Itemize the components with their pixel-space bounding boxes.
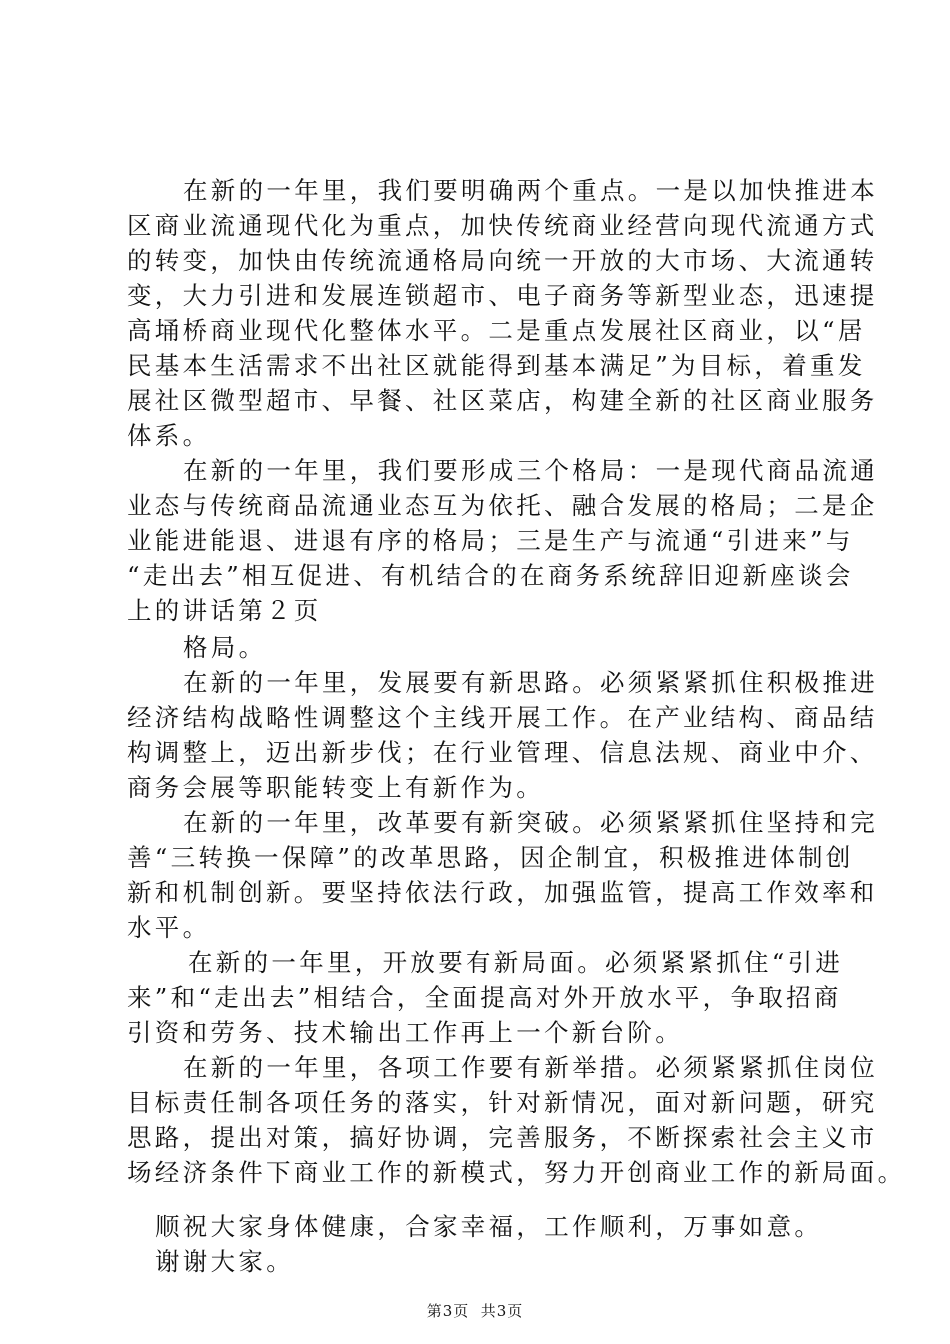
text-line: 善“三转换一保障”的改革思路，因企制宜，积极推进体制创	[127, 843, 854, 872]
closing-line: 顺祝大家身体健康，合家幸福，工作顺利，万事如意。	[155, 1212, 823, 1241]
text-line: 业态与传统商品流通业态互为依托、融合发展的格局；二是企	[127, 491, 878, 520]
text-line: 在新的一年里，各项工作要有新举措。必须紧紧抓住岗位	[183, 1053, 878, 1082]
text-line: 区商业流通现代化为重点，加快传统商业经营向现代流通方式	[127, 211, 878, 240]
text-line: 引资和劳务、技术输出工作再上一个新台阶。	[127, 1018, 683, 1047]
text-line: 思路，提出对策，搞好协调，完善服务，不断探索社会主义市	[127, 1123, 878, 1152]
text-line: 在新的一年里，改革要有新突破。必须紧紧抓住坚持和完	[183, 808, 878, 837]
text-line: 高埇桥商业现代化整体水平。二是重点发展社区商业，以“居	[127, 316, 866, 345]
text-line: 场经济条件下商业工作的新模式，努力开创商业工作的新局面。	[127, 1158, 906, 1187]
text-line: 在新的一年里，我们要形成三个格局：一是现代商品流通	[183, 456, 878, 485]
text-line: 上的讲话第２页	[127, 596, 322, 625]
text-line: 来”和“走出去”相结合，全面提高对外开放水平，争取招商	[127, 983, 842, 1012]
text-line: 的转变，加快由传统流通格局向统一开放的大市场、大流通转	[127, 246, 878, 275]
text-line: 构调整上，迈出新步伐；在行业管理、信息法规、商业中介、	[127, 738, 878, 767]
text-line: 水平。	[127, 913, 211, 942]
text-line: 新和机制创新。要坚持依法行政，加强监管，提高工作效率和	[127, 878, 878, 907]
text-line: 在新的一年里，我们要明确两个重点。一是以加快推进本	[183, 176, 878, 205]
text-line: 目标责任制各项任务的落实，针对新情况，面对新问题，研究	[127, 1088, 878, 1117]
text-line: 业能进能退、进退有序的格局；三是生产与流通“引进来”与	[127, 526, 854, 555]
text-line: 经济结构战略性调整这个主线开展工作。在产业结构、商品结	[127, 703, 878, 732]
text-line: 民基本生活需求不出社区就能得到基本满足”为目标，着重发	[127, 351, 866, 380]
text-line: 在新的一年里，发展要有新思路。必须紧紧抓住积极推进	[183, 668, 878, 697]
text-line: 展社区微型超市、早餐、社区菜店，构建全新的社区商业服务	[127, 386, 878, 415]
text-line: 变，大力引进和发展连锁超市、电子商务等新型业态，迅速提	[127, 281, 878, 310]
text-line: “走出去”相互促进、有机结合的在商务系统辞旧迎新座谈会	[127, 561, 854, 590]
text-line: 商务会展等职能转变上有新作为。	[127, 773, 544, 802]
page-footer: 第3页 共3页	[426, 1302, 524, 1320]
text-line: 体系。	[127, 421, 211, 450]
text-line: 格局。	[183, 633, 267, 662]
text-line: 在新的一年里，开放要有新局面。必须紧紧抓住“引进	[188, 948, 844, 977]
closing-line: 谢谢大家。	[155, 1247, 294, 1276]
